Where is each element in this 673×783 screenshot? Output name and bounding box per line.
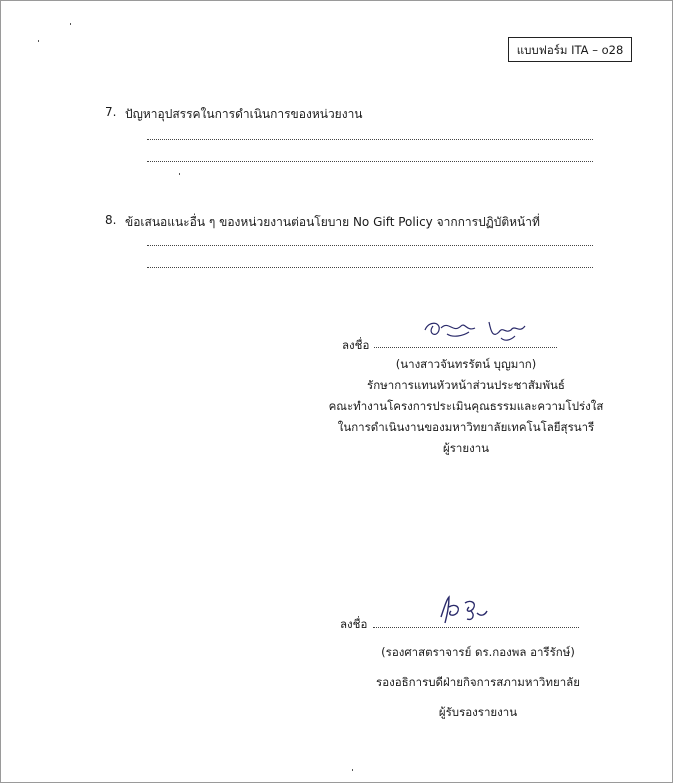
- signature-line: [374, 347, 557, 348]
- scan-speck: [70, 23, 71, 25]
- scan-speck: [179, 173, 180, 175]
- question-text: ปัญหาอุปสรรคในการดำเนินการของหน่วยงาน: [125, 107, 363, 121]
- signer-name: (นางสาวจันทรรัตน์ บุญมาก): [395, 357, 537, 371]
- form-code-box: แบบฟอร์ม ITA – o28: [508, 37, 632, 62]
- signer-committee: คณะทำงานโครงการประเมินคุณธรรมและความโปร่งใส: [328, 399, 604, 413]
- signature-label: ลงชื่อ: [342, 338, 370, 352]
- signer-role: ผู้รับรองรายงาน: [438, 705, 518, 719]
- scan-speck: [38, 40, 39, 42]
- scan-speck: [352, 769, 353, 771]
- signer-position: รักษาการแทนหัวหน้าส่วนประชาสัมพันธ์: [367, 378, 565, 392]
- question-number: 7.: [105, 105, 117, 119]
- answer-line: [147, 267, 593, 268]
- question-number: 8.: [105, 213, 117, 227]
- signer-role: ผู้รายงาน: [442, 441, 490, 455]
- answer-line: [147, 245, 593, 246]
- signature-label: ลงชื่อ: [340, 617, 368, 631]
- signer-position: รองอธิการบดีฝ่ายกิจการสภามหาวิทยาลัย: [376, 675, 580, 689]
- signer-organization: ในการดำเนินงานของมหาวิทยาลัยเทคโนโลยีสุรนารี: [337, 420, 595, 434]
- answer-line: [147, 161, 593, 162]
- question-text: ข้อเสนอแนะอื่น ๆ ของหน่วยงานต่อนโยบาย No Gift Policy จากการปฏิบัติหน้าที่: [125, 215, 540, 229]
- handwritten-signature: [419, 312, 539, 346]
- handwritten-signature: [437, 593, 497, 629]
- answer-line: [147, 139, 593, 140]
- signer-name: (รองศาสตราจารย์ ดร.กองพล อารีรักษ์): [381, 645, 575, 659]
